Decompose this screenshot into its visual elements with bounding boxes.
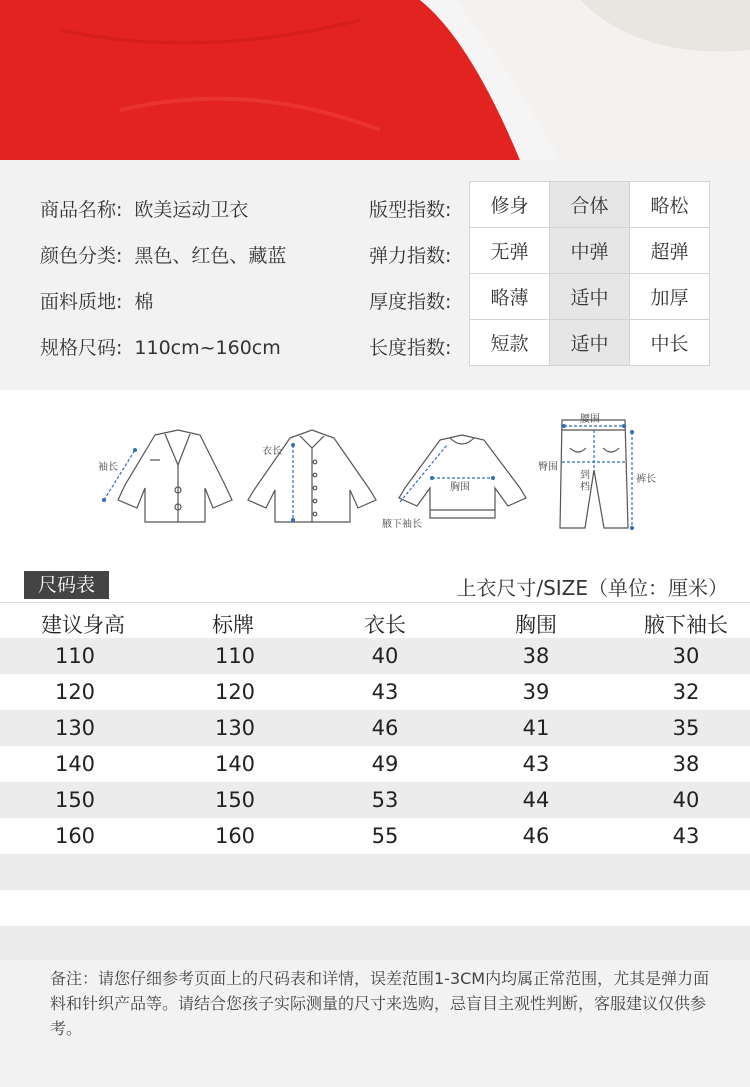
length-label: 衣长 xyxy=(262,446,282,457)
table-row xyxy=(0,674,750,710)
cell-length: 40 xyxy=(371,644,399,668)
cell-label-size: 150 xyxy=(214,788,256,812)
crotch-label: 到档 xyxy=(580,470,590,493)
cell-label-size: 120 xyxy=(214,680,256,704)
cell-length: 55 xyxy=(371,824,399,848)
info-value: 欧美运动卫衣 xyxy=(134,199,249,221)
cell-chest: 46 xyxy=(522,824,550,848)
index-option: 超弹 xyxy=(630,228,710,274)
cell-chest: 39 xyxy=(522,680,550,704)
table-row xyxy=(0,710,750,746)
cell-height: 140 xyxy=(54,752,96,776)
info-value: 黑色、红色、藏蓝 xyxy=(134,245,287,267)
cell-label-size: 110 xyxy=(214,644,256,668)
info-label: 颜色分类: xyxy=(40,245,123,267)
table-row xyxy=(0,746,750,782)
cell-underarm-sleeve: 30 xyxy=(672,644,700,668)
index-grid xyxy=(469,181,710,366)
chest-label: 胸围 xyxy=(450,482,470,493)
waist-label: 腰围 xyxy=(580,414,600,425)
underarm-sleeve-measure-line xyxy=(400,445,447,502)
cell-chest: 44 xyxy=(522,788,550,812)
table-row xyxy=(0,638,750,674)
cell-height: 130 xyxy=(54,716,96,740)
cell-underarm-sleeve: 32 xyxy=(672,680,700,704)
cell-height: 120 xyxy=(54,680,96,704)
cell-underarm-sleeve: 38 xyxy=(672,752,700,776)
info-row-name xyxy=(40,195,248,222)
info-value: 棉 xyxy=(134,291,154,313)
thickness-index-row xyxy=(470,274,710,320)
header-underarm-sleeve: 腋下袖长 xyxy=(644,613,728,637)
underarm-sleeve-label: 腋下袖长 xyxy=(382,519,422,530)
index-option-selected: 合体 xyxy=(550,182,630,228)
sweatshirt-sketch-icon xyxy=(399,435,526,518)
product-info-panel xyxy=(0,160,750,390)
header-length: 衣长 xyxy=(364,613,406,637)
pants-length-label: 裤长 xyxy=(636,474,656,485)
red-hoodie-fabric-image xyxy=(0,0,750,160)
sleeve-label: 袖长 xyxy=(98,462,118,473)
info-label: 规格尺码: xyxy=(40,337,123,359)
index-option-selected: 中弹 xyxy=(550,228,630,274)
info-row-color xyxy=(40,241,286,268)
length-index-label: 长度指数: xyxy=(369,337,452,359)
stretch-index-row xyxy=(470,228,710,274)
index-option: 略松 xyxy=(630,182,710,228)
cell-underarm-sleeve: 35 xyxy=(672,716,700,740)
cell-label-size: 160 xyxy=(214,824,256,848)
table-row-empty xyxy=(0,926,750,960)
header-label-size: 标牌 xyxy=(212,613,254,637)
index-option: 修身 xyxy=(470,182,550,228)
cell-chest: 41 xyxy=(522,716,550,740)
index-option: 无弹 xyxy=(470,228,550,274)
index-option: 加厚 xyxy=(630,274,710,320)
index-option-selected: 适中 xyxy=(550,274,630,320)
cell-length: 49 xyxy=(371,752,399,776)
fit-index-label: 版型指数: xyxy=(369,199,452,221)
header-chest: 胸围 xyxy=(515,613,557,637)
info-label: 商品名称: xyxy=(40,199,123,221)
table-row xyxy=(0,782,750,818)
stretch-index-label: 弹力指数: xyxy=(369,245,452,267)
info-row-fabric xyxy=(40,287,153,314)
table-row xyxy=(0,818,750,854)
cell-height: 150 xyxy=(54,788,96,812)
cell-label-size: 140 xyxy=(214,752,256,776)
length-index-row xyxy=(470,320,710,366)
cell-height: 110 xyxy=(54,644,96,668)
info-value: 110cm~160cm xyxy=(134,337,281,359)
cell-underarm-sleeve: 40 xyxy=(672,788,700,812)
index-option: 略薄 xyxy=(470,274,550,320)
cell-length: 43 xyxy=(371,680,399,704)
size-table-header xyxy=(0,602,750,639)
fit-index-row xyxy=(470,182,710,228)
info-label: 面料质地: xyxy=(40,291,123,313)
cell-height: 160 xyxy=(54,824,96,848)
info-row-size xyxy=(40,333,281,360)
product-photo xyxy=(0,0,750,160)
hip-label: 臀围 xyxy=(538,462,558,473)
cell-label-size: 130 xyxy=(214,716,256,740)
cell-underarm-sleeve: 43 xyxy=(672,824,700,848)
size-chart-tag: 尺码表 xyxy=(24,571,109,599)
index-option: 短款 xyxy=(470,320,550,366)
index-option: 中长 xyxy=(630,320,710,366)
index-option-selected: 适中 xyxy=(550,320,630,366)
jacket-sketch-icon xyxy=(118,430,232,522)
size-note: 备注：请您仔细参考页面上的尺码表和详情，误差范围1-3CM内均属正常范围，尤其是弹力面料和针织产品等。请结合您孩子实际测量的尺寸来选购，忌盲目主观性判断，客服建议仅供参考。 xyxy=(50,969,710,1038)
measurement-diagrams xyxy=(0,390,750,560)
cell-chest: 43 xyxy=(522,752,550,776)
thickness-index-label: 厚度指数: xyxy=(369,291,452,313)
header-height: 建议身高 xyxy=(41,613,125,637)
size-chart-caption: 上衣尺寸/SIZE（单位：厘米） xyxy=(456,576,728,600)
cell-chest: 38 xyxy=(522,644,550,668)
table-row-empty xyxy=(0,854,750,890)
cell-length: 46 xyxy=(371,716,399,740)
cell-length: 53 xyxy=(371,788,399,812)
